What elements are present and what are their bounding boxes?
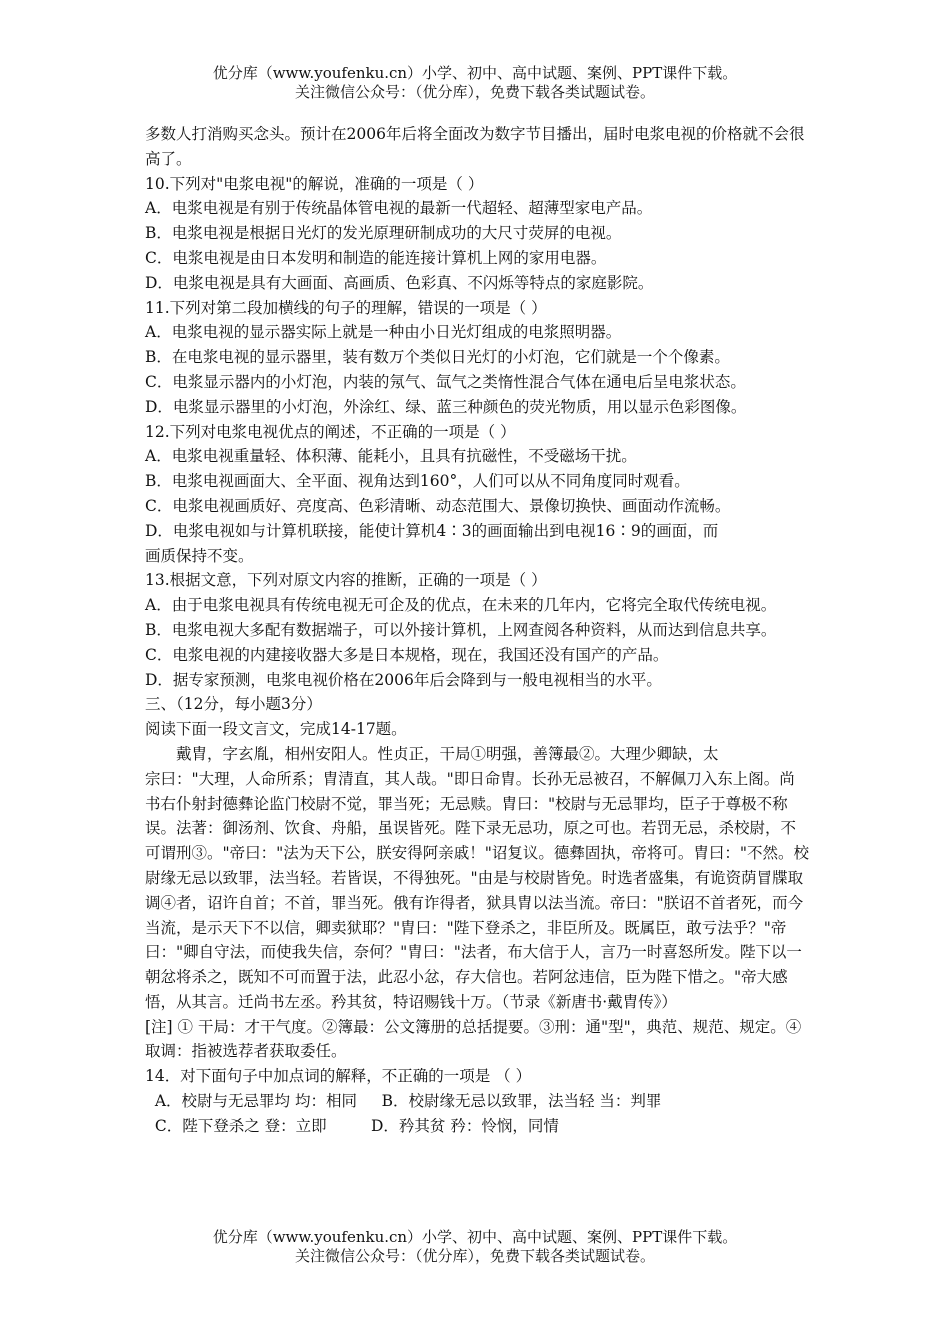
passage-first-line: 戴胄，字玄胤，相州安阳人。性贞正，干局①明强，善簿最②。大理少卿缺，太 — [176, 744, 719, 763]
q11-stem: 11.下列对第二段加横线的句子的理解，错误的一项是（ ） — [145, 298, 547, 317]
q13-stem: 13.根据文意，下列对原文内容的推断，正确的一项是（ ） — [145, 571, 547, 590]
q12-option-d-line1: D．电浆电视如与计算机联接，能使计算机4∶3的画面输出到电视16∶9的画面，而 — [145, 521, 719, 540]
q14-stem: 14．对下面句子中加点词的解释，不正确的一项是 （ ） — [145, 1067, 532, 1086]
header-line-1: 优分库（www.youfenku.cn）小学、初中、高中试题、案例、PPT课件下载。 — [212, 64, 738, 82]
section3-instruction: 阅读下面一段文言文，完成14-17题。 — [145, 720, 407, 739]
q11-option-a: A．电浆电视的显示器实际上就是一种由小日光灯组成的电浆照明器。 — [145, 323, 622, 342]
header-line-2: 关注微信公众号：（优分库），免费下载各类试题试卷。 — [294, 83, 655, 101]
q11-option-b: B．在电浆电视的显示器里，装有数万个类似日光灯的小灯泡，它们就是一个个像素。 — [145, 348, 730, 367]
q13-option-c: C．电浆电视的内建接收器大多是日本规格，现在，我国还没有国产的产品。 — [145, 645, 669, 664]
q10-option-b: B．电浆电视是根据日光灯的发光原理研制成功的大尺寸荧屏的电视。 — [145, 224, 622, 243]
q11-option-c: C．电浆显示器内的小灯泡，内装的氖气、氙气之类惰性混合气体在通电后呈电浆状态。 — [145, 372, 746, 391]
q14-options-row-1: A．校尉与无忌罪均 均：相同 B．校尉缘无忌以致罪，法当轻 当：判罪 — [145, 1092, 662, 1111]
q11-option-d: D．电浆显示器里的小灯泡，外涂红、绿、蓝三种颜色的荧光物质，用以显示色彩图像。 — [145, 397, 747, 416]
q10-stem: 10.下列对"电浆电视"的解说，准确的一项是（ ） — [145, 174, 484, 193]
q13-option-a: A．由于电浆电视具有传统电视无可企及的优点，在未来的几年内，它将完全取代传统电视。 — [145, 596, 777, 615]
section3-title: 三、（12分，每小题3分） — [145, 695, 322, 714]
document-body — [145, 122, 810, 1139]
footer-line-2: 关注微信公众号：（优分库），免费下载各类试题试卷。 — [294, 1247, 655, 1265]
q10-option-c: C．电浆电视是由日本发明和制造的能连接计算机上网的家用电器。 — [145, 248, 607, 267]
q12-stem: 12.下列对电浆电视优点的阐述，不正确的一项是（ ） — [145, 422, 516, 441]
q10-option-a: A．电浆电视是有别于传统晶体管电视的最新一代超轻、超薄型家电产品。 — [145, 199, 653, 218]
q12-option-a: A．电浆电视重量轻、体积薄、能耗小，且具有抗磁性，不受磁场干扰。 — [145, 447, 637, 466]
page-footer — [0, 1228, 950, 1266]
intro-paragraph: 多数人打消购买念头。预计在2006年后将全面改为数字节目播出，届时电浆电视的价格就不会很高了。 — [145, 125, 805, 168]
footer-line-1: 优分库（www.youfenku.cn）小学、初中、高中试题、案例、PPT课件下载。 — [212, 1228, 738, 1246]
q12-option-c: C．电浆电视画质好、亮度高、色彩清晰、动态范围大、景像切换快、画面动作流畅。 — [145, 496, 731, 515]
passage-body: 宗曰："大理，人命所系；胄清直，其人哉。"即日命胄。长孙无忌被召，不解佩刀入东上阁。尚书右仆射封德彝论监门校尉不觉，罪当死；无忌赎。胄曰："校尉与无忌罪均，臣子于尊极不称误。法著：御汤剂、饮食、舟船，虽误皆死。陛下录无忌功，原之可也。若罚无忌，杀校尉，不可谓刑③。"帝曰："法为天下公，朕安得阿亲戚！"诏复议。德彝固执，帝将可。胄曰："不然。校尉缘无忌以致罪，法当轻。若皆误，不得独死。"由是与校尉皆免。时选者盛集，有诡资荫冒牒取调④者，诏许自首；不首，罪当死。俄有诈得者，狱具胄以法当流。帝曰："朕诏不首者死，而今当流，是示天下不以信，卿卖狱耶？"胄曰："陛下登杀之，非臣所及。既属臣，敢亏法乎？"帝曰："卿自守法，而使我失信，奈何？"胄曰："法者，布大信于人，言乃一时喜怒所发。陛下以一朝忿将杀之，既知不可而置于法，此忍小忿，存大信也。若阿忿违信，臣为陛下惜之。"帝大感悟，从其言。迁尚书左丞。矜其贫，特诏赐钱十万。（节录《新唐书·戴胄传》） — [145, 769, 810, 1011]
q12-option-b: B．电浆电视画面大、全平面、视角达到160°，人们可以从不同角度同时观看。 — [145, 472, 690, 491]
page-header — [0, 64, 950, 102]
q13-option-d: D．据专家预测，电浆电视价格在2006年后会降到与一般电视相当的水平。 — [145, 670, 662, 689]
q12-option-d-line2: 画质保持不变。 — [145, 546, 254, 565]
q14-options-row-2: C．陛下登杀之 登：立即 D．矜其贫 矜：怜悯，同情 — [145, 1116, 559, 1135]
passage-notes: [注] ① 干局：才干气度。②簿最：公文簿册的总括提要。③刑：通"型"，典范、规范、规定。④取调：指被选荐者获取委任。 — [145, 1017, 802, 1061]
q13-option-b: B．电浆电视大多配有数据端子，可以外接计算机，上网查阅各种资料，从而达到信息共享。 — [145, 620, 777, 639]
q10-option-d: D．电浆电视是具有大画面、高画质、色彩真、不闪烁等特点的家庭影院。 — [145, 273, 654, 292]
